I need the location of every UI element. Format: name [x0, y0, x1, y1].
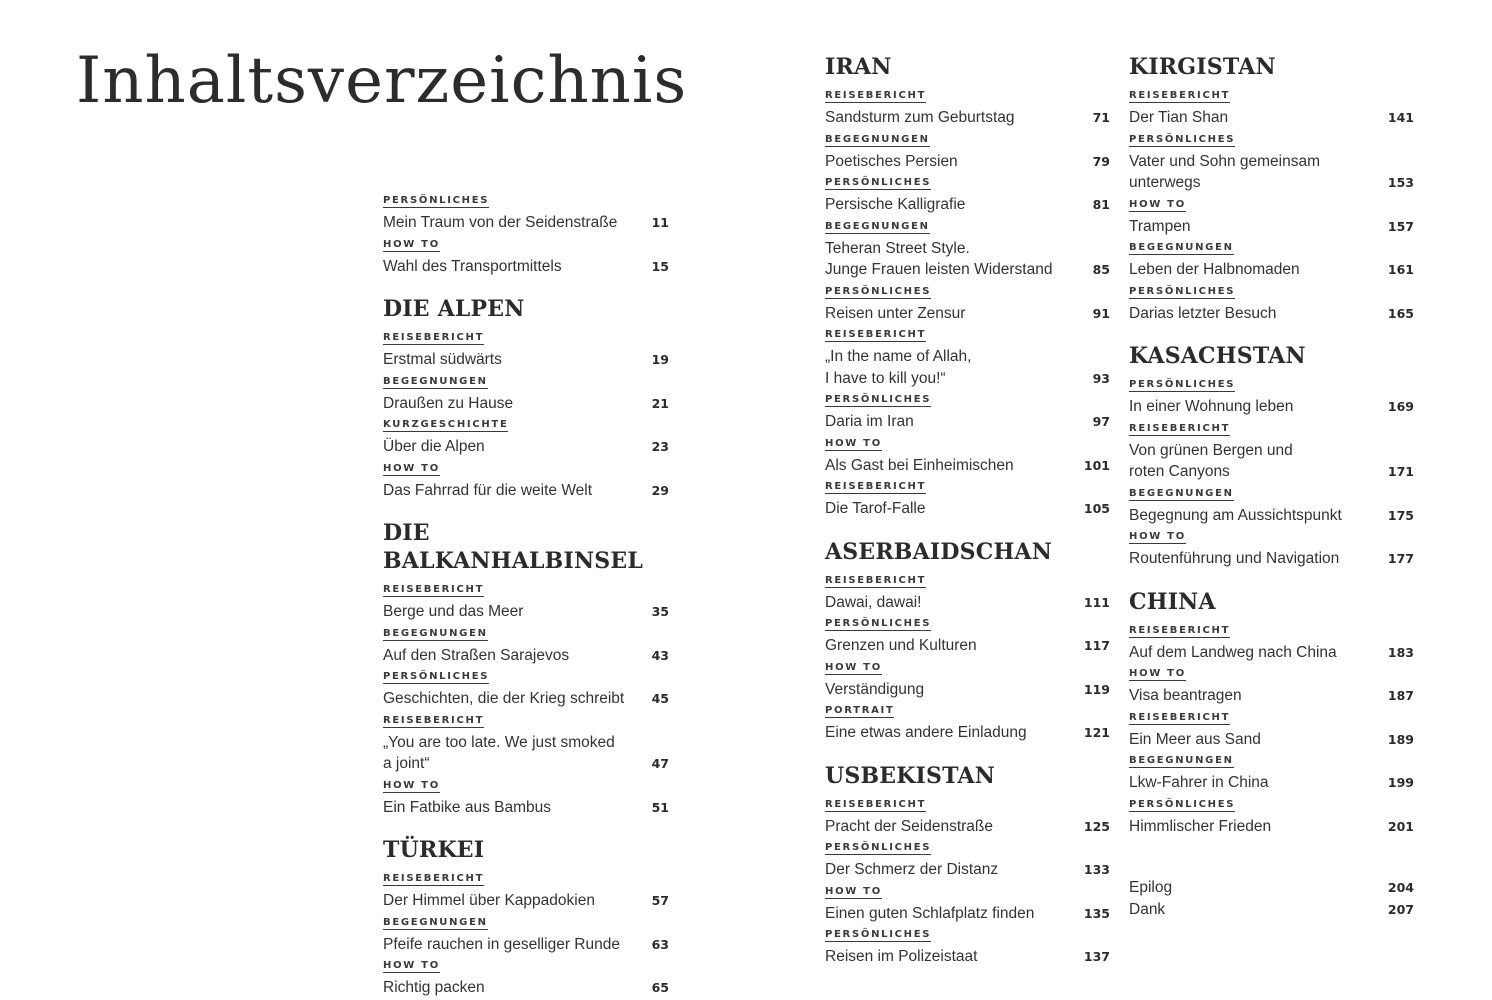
entry-row [1129, 642, 1414, 664]
entry-title: Epilog [1129, 879, 1173, 896]
entry-row [825, 455, 1110, 477]
entry-row [825, 411, 1110, 433]
page-number: 117 [1083, 638, 1110, 653]
entry-row [383, 436, 669, 458]
entry-row [383, 645, 669, 667]
entry-title: Verständigung [825, 680, 925, 698]
toc-section [1129, 53, 1414, 324]
entry-row [1129, 107, 1414, 129]
back-matter-entry[interactable] [1129, 899, 1414, 921]
category-label: BEGEGNUNGEN [383, 916, 488, 928]
page-number: 187 [1387, 688, 1414, 703]
section-heading: CHINA [1129, 588, 1216, 615]
entry-row [1129, 303, 1414, 325]
category-label: BEGEGNUNGEN [383, 627, 488, 639]
entry-row [383, 688, 669, 710]
entry-title: In einer Wohnung leben [1129, 398, 1294, 415]
section-heading: DIE ALPEN [383, 296, 525, 322]
section-heading: KIRGISTAN [1129, 54, 1276, 80]
entry-title: Daria im Iran [825, 413, 914, 430]
category-label: PERSÖNLICHES [1129, 798, 1236, 810]
category-label: HOW TO [383, 462, 440, 474]
entry-title: Pfeife rauchen in geselliger Runde [383, 935, 620, 953]
toc-column-3 [1129, 53, 1414, 920]
section-heading: DIE BALKANHALBINSEL [383, 520, 643, 574]
category-label: HOW TO [383, 779, 440, 791]
toc-entry[interactable] [1129, 281, 1414, 325]
entry-row [825, 816, 1110, 838]
category-label: REISEBERICHT [383, 873, 485, 884]
entry-title: Lkw-Fahrer in China [1129, 774, 1269, 791]
category-label: HOW TO [825, 661, 882, 673]
category-label: HOW TO [1129, 668, 1186, 679]
toc-entry[interactable] [825, 924, 1110, 968]
entry-title: Routenführung und Navigation [1129, 550, 1340, 567]
entry-title: Dank [1129, 900, 1166, 918]
entry-title: Von grünen Bergen und roten Canyons [1129, 441, 1293, 480]
toc-section [383, 836, 669, 999]
entry-row [1129, 816, 1414, 838]
toc-entry[interactable] [825, 837, 1110, 881]
toc-entry[interactable] [1129, 237, 1414, 281]
entry-title: Visa beantragen [1129, 687, 1242, 704]
toc-entry[interactable] [1129, 483, 1414, 527]
toc-section [825, 53, 1110, 520]
page-number: 135 [1083, 905, 1110, 921]
toc-entry[interactable] [825, 172, 1110, 216]
page-number: 45 [651, 691, 669, 706]
page-number: 19 [651, 352, 669, 367]
toc-entry[interactable] [825, 85, 1110, 129]
page-number: 101 [1083, 457, 1110, 473]
entry-row [825, 903, 1110, 925]
entry-title: Über die Alpen [383, 438, 485, 455]
toc-entry[interactable] [383, 190, 669, 234]
section-heading: IRAN [825, 54, 892, 80]
toc-entry[interactable] [383, 666, 669, 710]
toc-column-2 [825, 53, 1110, 968]
page-number: 57 [651, 893, 669, 908]
category-label: HOW TO [1129, 198, 1186, 210]
category-label: PERSÖNLICHES [825, 394, 932, 405]
category-label: HOW TO [825, 885, 882, 897]
toc-section [1129, 588, 1414, 838]
page-number: 91 [1092, 305, 1110, 321]
entry-row [825, 946, 1110, 968]
page-number: 29 [651, 482, 669, 498]
entry-row [1129, 548, 1414, 570]
entry-title: Auf den Straßen Sarajevos [383, 646, 570, 664]
entry-title: „In the name of Allah, I have to kill you!“ [825, 348, 972, 387]
toc-entry[interactable] [1129, 663, 1414, 707]
toc-entry[interactable] [1129, 707, 1414, 751]
page-number: 199 [1387, 775, 1414, 790]
page-number: 85 [1092, 262, 1110, 277]
page-number: 141 [1387, 110, 1414, 125]
page-number: 119 [1083, 681, 1110, 697]
page-number: 21 [651, 395, 669, 411]
entry-row [1129, 216, 1414, 238]
entry-row [383, 480, 669, 502]
category-label: PERSÖNLICHES [825, 177, 932, 188]
toc-entry[interactable] [383, 623, 669, 667]
category-label: BEGEGNUNGEN [1129, 242, 1234, 253]
category-label: PERSÖNLICHES [383, 195, 490, 206]
entry-title: Auf dem Landweg nach China [1129, 643, 1337, 661]
page-number: 125 [1083, 818, 1110, 834]
page-number: 153 [1387, 175, 1414, 190]
category-label: REISEBERICHT [825, 574, 927, 586]
toc-entry[interactable] [825, 129, 1110, 173]
entry-title: Pracht der Seidenstraße [825, 817, 994, 835]
toc-entry[interactable] [383, 234, 669, 278]
toc-entry[interactable] [1129, 194, 1414, 238]
toc-section [825, 538, 1110, 744]
toc-entry[interactable] [1129, 794, 1414, 838]
category-label: REISEBERICHT [383, 584, 485, 595]
category-label: REISEBERICHT [1129, 90, 1231, 101]
toc-entry[interactable] [825, 657, 1110, 701]
toc-entry[interactable] [1129, 620, 1414, 664]
entry-title: Der Himmel über Kappadokien [383, 892, 595, 909]
entry-title: Erstmal südwärts [383, 351, 502, 368]
section-heading: TÜRKEI [383, 837, 485, 863]
entry-title: Ein Meer aus Sand [1129, 730, 1261, 748]
page-number: 189 [1387, 731, 1414, 747]
page-number: 35 [651, 604, 669, 619]
entry-row [383, 732, 669, 775]
page-number: 165 [1387, 305, 1414, 321]
page-number: 43 [651, 647, 669, 663]
toc-entry[interactable] [383, 868, 669, 912]
category-label: PERSÖNLICHES [825, 842, 932, 853]
toc-column-1 [383, 190, 669, 999]
entry-row [383, 393, 669, 415]
toc-entry[interactable] [825, 389, 1110, 433]
toc-entry[interactable] [383, 710, 669, 775]
category-label: BEGEGNUNGEN [825, 220, 930, 232]
entry-title: Die Tarof-Falle [825, 500, 926, 517]
entry-row [825, 303, 1110, 325]
page-number: 201 [1387, 818, 1414, 834]
entry-row [1129, 396, 1414, 418]
category-label: PORTRAIT [825, 705, 895, 716]
entry-title: Reisen unter Zensur [825, 304, 966, 322]
entry-row [383, 212, 669, 234]
page-number: 79 [1092, 153, 1110, 169]
category-label: HOW TO [1129, 531, 1186, 542]
entry-row [1129, 505, 1414, 527]
entry-title: Leben der Halbnomaden [1129, 261, 1300, 278]
page-number: 105 [1083, 501, 1110, 516]
page-number: 177 [1387, 551, 1414, 566]
category-label: HOW TO [383, 960, 440, 971]
entry-row [1129, 440, 1414, 483]
entry-title: Geschichten, die der Krieg schreibt [383, 690, 625, 707]
page-number: 93 [1092, 370, 1110, 386]
page-number: 169 [1387, 399, 1414, 414]
entry-row [1129, 259, 1414, 281]
category-label: PERSÖNLICHES [1129, 133, 1236, 145]
page-number: 207 [1387, 901, 1414, 917]
entry-title: Wahl des Transportmittels [383, 257, 562, 275]
entry-row [825, 107, 1110, 129]
entry-title: Dawai, dawai! [825, 593, 922, 611]
toc-entry[interactable] [825, 700, 1110, 744]
category-label: REISEBERICHT [825, 90, 927, 101]
entry-row [383, 349, 669, 371]
toc-entry[interactable] [825, 324, 1110, 389]
toc-entry[interactable] [383, 775, 669, 819]
category-label: PERSÖNLICHES [825, 285, 932, 297]
entry-title: Trampen [1129, 217, 1191, 235]
page-number: 137 [1083, 949, 1110, 964]
toc-entry[interactable] [383, 955, 669, 999]
entry-title: Richtig packen [383, 979, 485, 996]
toc-section [383, 519, 669, 818]
entry-row [1129, 151, 1414, 194]
toc-entry[interactable] [1129, 85, 1414, 129]
toc-entry[interactable] [383, 579, 669, 623]
back-matter-entry[interactable] [1129, 877, 1414, 899]
entry-title: Einen guten Schlafplatz finden [825, 904, 1035, 922]
entry-title: Eine etwas andere Einladung [825, 724, 1027, 741]
entry-row [825, 151, 1110, 173]
entry-row [383, 934, 669, 956]
page-number: 71 [1092, 110, 1110, 125]
toc-entry[interactable] [825, 570, 1110, 614]
page-number: 81 [1092, 197, 1110, 212]
category-label: REISEBERICHT [1129, 624, 1231, 636]
entry-title: Sandsturm zum Geburtstag [825, 109, 1015, 126]
toc-entry[interactable] [383, 371, 669, 415]
page-number: 175 [1387, 507, 1414, 523]
toc-entry[interactable] [1129, 750, 1414, 794]
category-label: PERSÖNLICHES [1129, 285, 1236, 297]
entry-title: Darias letzter Besuch [1129, 304, 1277, 322]
page-number: 51 [651, 799, 669, 815]
category-label: REISEBERICHT [825, 481, 927, 492]
category-label: REISEBERICHT [825, 798, 927, 810]
category-label: BEGEGNUNGEN [1129, 755, 1234, 766]
entry-row [825, 722, 1110, 744]
entry-title: Das Fahrrad für die weite Welt [383, 481, 593, 499]
entry-title: Mein Traum von der Seidenstraße [383, 214, 618, 231]
category-label: REISEBERICHT [825, 329, 927, 340]
toc-entry[interactable] [383, 912, 669, 956]
category-label: PERSÖNLICHES [1129, 379, 1236, 390]
toc-entry[interactable] [825, 881, 1110, 925]
category-label: PERSÖNLICHES [383, 671, 490, 682]
category-label: BEGEGNUNGEN [825, 133, 930, 145]
entry-row [825, 194, 1110, 216]
entry-title: Als Gast bei Einheimischen [825, 456, 1014, 474]
page-number: 97 [1092, 414, 1110, 429]
page-number: 23 [651, 439, 669, 454]
page-number: 183 [1387, 644, 1414, 660]
entry-row [1129, 685, 1414, 707]
entry-row [825, 346, 1110, 389]
entry-title: Draußen zu Hause [383, 394, 514, 412]
toc-section [383, 190, 669, 277]
back-matter [1129, 877, 1414, 920]
entry-title: Berge und das Meer [383, 603, 524, 620]
toc-section [825, 762, 1110, 968]
toc-section [1129, 342, 1414, 570]
page-number: 47 [651, 756, 669, 771]
toc-entry[interactable] [825, 433, 1110, 477]
page-number: 133 [1083, 862, 1110, 877]
toc-entry[interactable] [825, 613, 1110, 657]
category-label: BEGEGNUNGEN [383, 375, 488, 387]
entry-row [825, 238, 1110, 281]
page-number: 121 [1083, 725, 1110, 740]
section-heading: ASERBAIDSCHAN [825, 538, 1053, 565]
entry-title: Der Tian Shan [1129, 109, 1229, 126]
category-label: REISEBERICHT [383, 714, 485, 726]
page-number: 161 [1387, 262, 1414, 277]
section-heading: KASACHSTAN [1129, 343, 1306, 369]
entry-row [825, 498, 1110, 520]
entry-title: Teheran Street Style. Junge Frauen leisten Widerstand [825, 239, 1053, 278]
entry-title: Grenzen und Kulturen [825, 637, 977, 654]
category-label: KURZGESCHICHTE [383, 419, 509, 430]
entry-title: Poetisches Persien [825, 152, 958, 170]
entry-title: Reisen im Polizeistaat [825, 948, 978, 965]
category-label: HOW TO [825, 437, 882, 449]
entry-row [383, 890, 669, 912]
category-label: REISEBERICHT [383, 332, 485, 343]
entry-row [825, 635, 1110, 657]
toc-entry[interactable] [1129, 526, 1414, 570]
entry-row [383, 256, 669, 278]
entry-title: Vater und Sohn gemeinsam unterwegs [1129, 152, 1320, 191]
toc-section [383, 295, 669, 501]
entry-title: Ein Fatbike aus Bambus [383, 798, 552, 816]
entry-row [825, 592, 1110, 614]
toc-entry[interactable] [383, 414, 669, 458]
page-title: Inhaltsverzeichnis [76, 44, 688, 118]
entry-title: Himmlischer Frieden [1129, 817, 1272, 835]
entry-title: Begegnung am Aussichtspunkt [1129, 506, 1342, 524]
toc-entry[interactable] [825, 794, 1110, 838]
entry-row [825, 859, 1110, 881]
toc-entry[interactable] [1129, 418, 1414, 483]
toc-entry[interactable] [825, 281, 1110, 325]
toc-entry[interactable] [1129, 374, 1414, 418]
toc-entry[interactable] [825, 476, 1110, 520]
category-label: PERSÖNLICHES [825, 618, 932, 629]
entry-title: „You are too late. We just smoked a joint“ [383, 733, 615, 772]
entry-row [383, 977, 669, 999]
category-label: PERSÖNLICHES [825, 929, 932, 940]
page-number: 15 [651, 258, 669, 274]
category-label: REISEBERICHT [1129, 711, 1231, 723]
category-label: REISEBERICHT [1129, 422, 1231, 434]
toc-entry[interactable] [1129, 129, 1414, 194]
entry-title: Persische Kalligrafie [825, 196, 966, 213]
page-number: 157 [1387, 218, 1414, 234]
page-number: 65 [651, 980, 669, 995]
toc-entry[interactable] [383, 327, 669, 371]
category-label: HOW TO [383, 238, 440, 250]
entry-row [383, 797, 669, 819]
page-number: 11 [651, 215, 669, 230]
entry-row [383, 601, 669, 623]
entry-row [1129, 729, 1414, 751]
entry-row [1129, 772, 1414, 794]
page-number: 63 [651, 936, 669, 952]
category-label: BEGEGNUNGEN [1129, 487, 1234, 499]
entry-row [825, 679, 1110, 701]
page-number: 111 [1083, 594, 1110, 610]
page-number: 171 [1387, 464, 1414, 479]
toc-entry[interactable] [825, 216, 1110, 281]
page-number: 204 [1387, 880, 1414, 895]
toc-entry[interactable] [383, 458, 669, 502]
entry-title: Der Schmerz der Distanz [825, 861, 999, 878]
section-heading: USBEKISTAN [825, 762, 996, 789]
